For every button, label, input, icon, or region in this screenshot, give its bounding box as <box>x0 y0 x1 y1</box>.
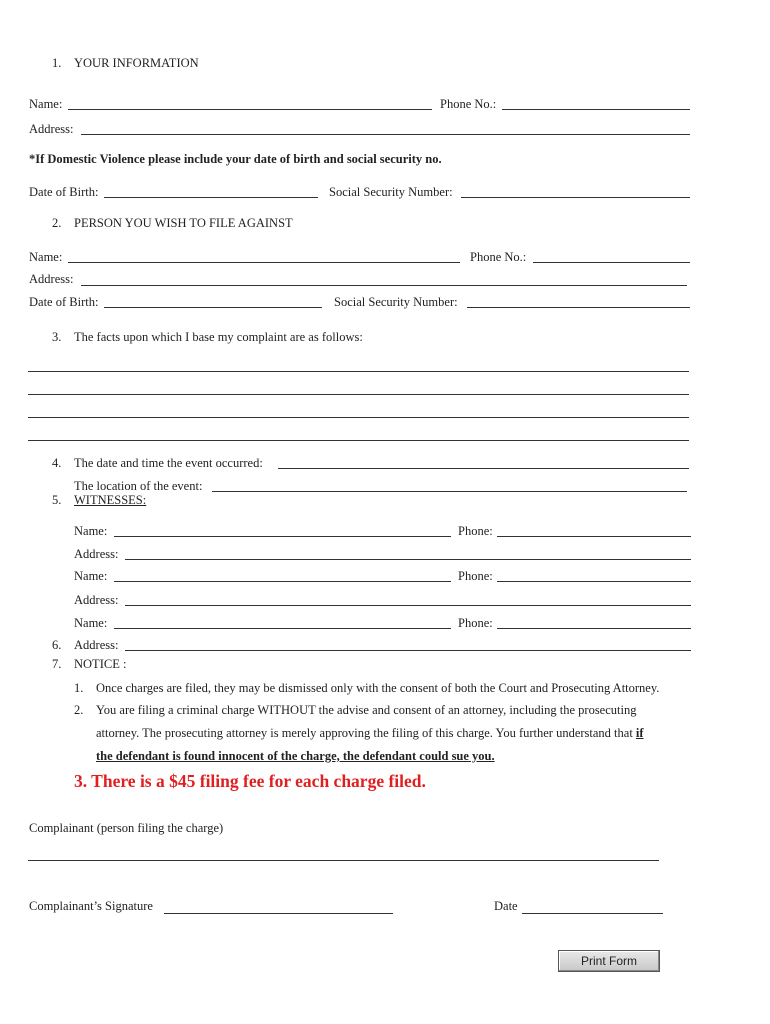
section1-phone-label: Phone No.: <box>440 97 497 111</box>
facts-line-4[interactable] <box>28 440 689 441</box>
section7-number: 7. <box>52 657 62 671</box>
witness2-name-field[interactable] <box>114 581 451 582</box>
complainant-name-field[interactable] <box>28 860 659 861</box>
section2-phone-field[interactable] <box>533 262 690 263</box>
witness1-address-field[interactable] <box>125 559 691 560</box>
section2-dob-field[interactable] <box>104 307 322 308</box>
witness2-address-label: Address: <box>74 593 119 607</box>
witness1-phone-label: Phone: <box>458 524 493 538</box>
notice-item2-number: 2. <box>74 703 84 717</box>
witness2-address-field[interactable] <box>125 605 691 606</box>
facts-line-3[interactable] <box>28 417 689 418</box>
section2-number: 2. <box>52 216 62 230</box>
witness3-phone-label: Phone: <box>458 616 493 630</box>
section2-phone-label: Phone No.: <box>470 250 527 264</box>
section1-phone-field[interactable] <box>502 109 690 110</box>
section1-number: 1. <box>52 56 62 70</box>
witness3-name-label: Name: <box>74 616 108 630</box>
filing-fee-notice: 3. There is a $45 filing fee for each charge filed. <box>74 771 426 791</box>
notice-item2-line1: You are filing a criminal charge WITHOUT the advise and consent of an attorney, including the prosecuting <box>96 703 637 717</box>
section1-dob-field[interactable] <box>104 197 318 198</box>
section2-title: PERSON YOU WISH TO FILE AGAINST <box>74 216 293 230</box>
notice-title: NOTICE : <box>74 657 127 671</box>
event-location-label: The location of the event: <box>74 479 203 493</box>
section3-number: 3. <box>52 330 62 344</box>
witness3-address-label: Address: <box>74 638 119 652</box>
section2-name-field[interactable] <box>68 262 460 263</box>
section1-name-label: Name: <box>29 97 63 111</box>
witness1-name-field[interactable] <box>114 536 451 537</box>
facts-line-2[interactable] <box>28 394 689 395</box>
section2-name-label: Name: <box>29 250 63 264</box>
notice-item2-line2-text: attorney. The prosecuting attorney is merely approving the filing of this charge. You further understand that <box>96 726 636 740</box>
facts-line-1[interactable] <box>28 371 689 372</box>
notice-item1-text: Once charges are filed, they may be dismissed only with the consent of both the Court and Prosecuting Attorney. <box>96 681 660 695</box>
section4-number: 4. <box>52 456 62 470</box>
witness1-name-label: Name: <box>74 524 108 538</box>
domestic-violence-notice: *If Domestic Violence please include your date of birth and social security no. <box>29 152 442 166</box>
section2-ssn-label: Social Security Number: <box>334 295 458 309</box>
section1-dob-label: Date of Birth: <box>29 185 99 199</box>
print-form-button[interactable]: Print Form <box>558 950 660 972</box>
event-location-field[interactable] <box>212 491 687 492</box>
witness2-phone-label: Phone: <box>458 569 493 583</box>
signature-label: Complainant’s Signature <box>29 899 153 913</box>
section1-address-label: Address: <box>29 122 74 136</box>
date-field[interactable] <box>522 913 663 914</box>
signature-field[interactable] <box>164 913 393 914</box>
section2-address-field[interactable] <box>81 285 687 286</box>
witness3-name-field[interactable] <box>114 628 451 629</box>
section1-name-field[interactable] <box>68 109 432 110</box>
section3-title: The facts upon which I base my complaint are as follows: <box>74 330 363 344</box>
section2-address-label: Address: <box>29 272 74 286</box>
section1-address-field[interactable] <box>81 134 690 135</box>
witness3-phone-field[interactable] <box>497 628 691 629</box>
event-datetime-label: The date and time the event occurred: <box>74 456 263 470</box>
witness2-name-label: Name: <box>74 569 108 583</box>
notice-item1-number: 1. <box>74 681 84 695</box>
section1-ssn-label: Social Security Number: <box>329 185 453 199</box>
witness3-address-field[interactable] <box>125 650 691 651</box>
notice-item2-line3: the defendant is found innocent of the charge, the defendant could sue you. <box>96 749 495 763</box>
section1-title: YOUR INFORMATION <box>74 56 199 70</box>
section2-ssn-field[interactable] <box>467 307 690 308</box>
notice-item2-line2-emphasis: if <box>635 726 644 740</box>
section6-number: 6. <box>52 638 62 652</box>
section1-ssn-field[interactable] <box>461 197 690 198</box>
notice-item2-line2 <box>96 727 644 740</box>
witness1-phone-field[interactable] <box>497 536 691 537</box>
witness2-phone-field[interactable] <box>497 581 691 582</box>
witnesses-title: WITNESSES: <box>74 493 147 507</box>
date-label: Date <box>494 899 518 913</box>
section2-dob-label: Date of Birth: <box>29 295 99 309</box>
event-datetime-field[interactable] <box>278 468 689 469</box>
section5-number: 5. <box>52 493 62 507</box>
witness1-address-label: Address: <box>74 547 119 561</box>
complainant-label: Complainant (person filing the charge) <box>29 821 224 835</box>
